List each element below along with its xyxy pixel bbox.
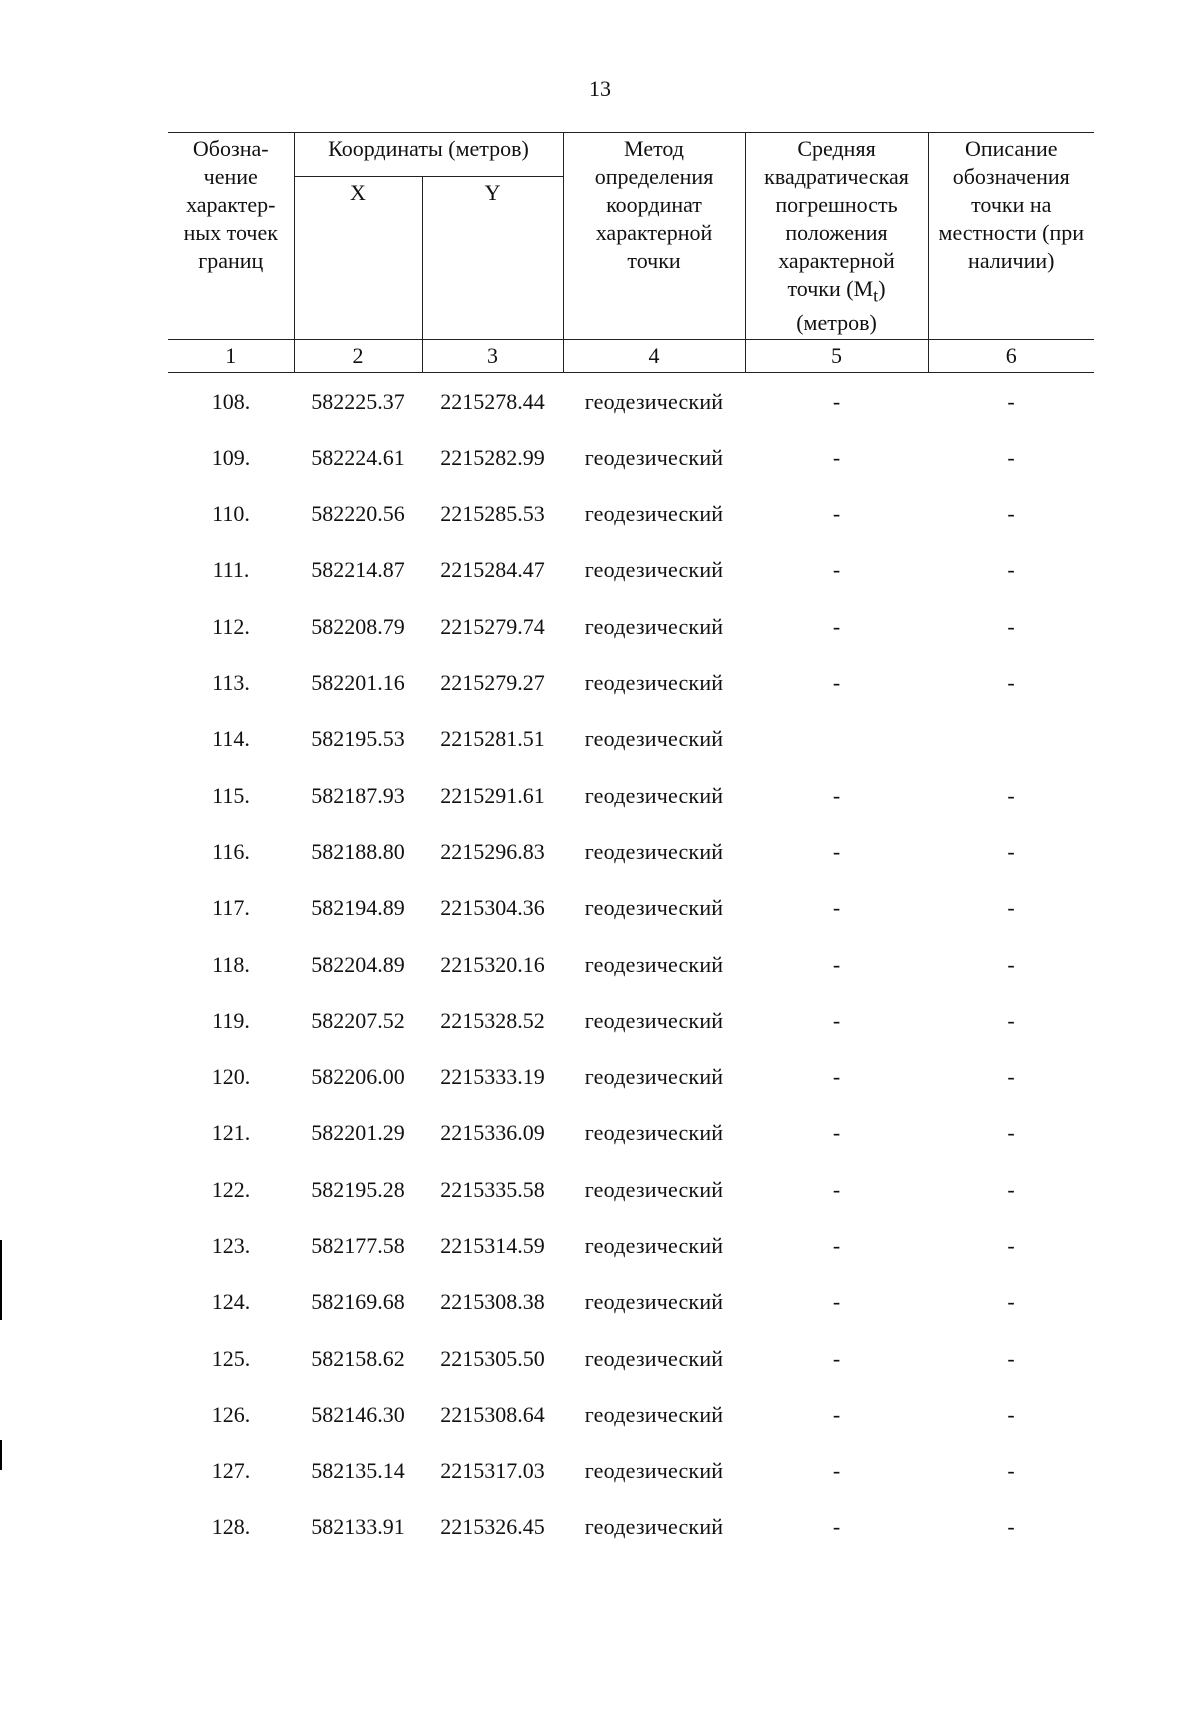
point-cell: 127. — [211, 1458, 251, 1484]
y-cell: 2215314.59 — [440, 1232, 545, 1258]
error-cell: - — [832, 1007, 841, 1033]
point-cell: 116. — [212, 838, 250, 864]
description-cell: - — [1007, 951, 1015, 977]
y-cell: 2215279.27 — [440, 670, 545, 696]
point-cell: 126. — [211, 1401, 251, 1427]
method-cell: геодезический — [584, 1345, 724, 1371]
error-cell: - — [832, 782, 841, 808]
scan-edge-mark-top — [0, 1240, 2, 1320]
point-cell: 114. — [212, 726, 250, 752]
point-cell: 121. — [211, 1120, 251, 1146]
table-row — [168, 767, 1094, 823]
method-cell: геодезический — [584, 613, 724, 639]
description-cell: - — [1007, 1458, 1015, 1484]
y-cell: 2215279.74 — [440, 613, 545, 639]
method-cell: геодезический — [584, 388, 724, 414]
error-cell: - — [832, 501, 841, 527]
table-row — [168, 1330, 1094, 1386]
method-cell: геодезический — [584, 444, 724, 470]
point-cell: 120. — [211, 1064, 251, 1090]
x-cell: 582204.89 — [311, 951, 405, 977]
method-cell: геодезический — [584, 782, 724, 808]
header-x: X — [294, 177, 422, 340]
table-row — [168, 824, 1094, 880]
y-cell: 2215278.44 — [440, 388, 545, 414]
x-cell: 582133.91 — [311, 1514, 405, 1540]
error-cell: - — [832, 557, 841, 583]
point-cell: 124. — [211, 1289, 251, 1315]
header-error-text: Средняя квадратическая погрешность положения характерной точки (M — [764, 136, 909, 301]
x-cell: 582225.37 — [311, 388, 405, 414]
header-error-end: ) (метров) — [796, 276, 886, 336]
point-cell: 111. — [212, 557, 250, 583]
description-cell: - — [1007, 444, 1015, 470]
table-row — [168, 880, 1094, 936]
table-row — [168, 1105, 1094, 1161]
point-cell: 108. — [211, 388, 251, 414]
y-cell: 2215328.52 — [440, 1007, 545, 1033]
table-row — [168, 599, 1094, 655]
description-cell: - — [1007, 838, 1015, 864]
column-number: 5 — [745, 340, 928, 373]
method-cell: геодезический — [584, 1064, 724, 1090]
point-cell: 125. — [211, 1345, 251, 1371]
method-cell: геодезический — [584, 895, 724, 921]
x-cell: 582207.52 — [311, 1007, 405, 1033]
column-numbers-row — [168, 340, 1094, 373]
error-cell: - — [832, 1120, 841, 1146]
point-cell: 113. — [212, 670, 250, 696]
column-number: 6 — [928, 340, 1094, 373]
y-cell: 2215285.53 — [440, 501, 545, 527]
page-number: 13 — [589, 76, 611, 101]
method-cell: геодезический — [584, 1176, 724, 1202]
description-cell: - — [1007, 895, 1015, 921]
x-cell: 582158.62 — [311, 1345, 405, 1371]
table-row — [168, 486, 1094, 542]
description-cell: - — [1007, 613, 1015, 639]
description-cell: - — [1007, 388, 1015, 414]
header-description: Описание обозначения точки на местности (при наличии) — [928, 133, 1094, 340]
error-cell: - — [832, 444, 841, 470]
error-cell: - — [832, 1458, 841, 1484]
error-cell: - — [832, 1176, 841, 1202]
error-cell: - — [832, 613, 841, 639]
error-cell: - — [832, 951, 841, 977]
description-cell — [928, 711, 1094, 767]
x-cell: 582224.61 — [311, 444, 405, 470]
point-cell: 117. — [212, 895, 250, 921]
table-row — [168, 373, 1094, 430]
scan-edge-mark-bottom — [0, 1440, 2, 1470]
error-cell: - — [832, 388, 841, 414]
point-cell: 118. — [212, 951, 250, 977]
x-cell: 582135.14 — [311, 1458, 405, 1484]
method-cell: геодезический — [584, 1289, 724, 1315]
x-cell: 582214.87 — [311, 557, 405, 583]
method-cell: геодезический — [584, 501, 724, 527]
error-cell: - — [832, 838, 841, 864]
method-cell: геодезический — [584, 1007, 724, 1033]
x-cell: 582206.00 — [311, 1064, 405, 1090]
header-error-subscript: t — [873, 285, 879, 306]
y-cell: 2215282.99 — [440, 444, 545, 470]
column-number: 1 — [168, 340, 294, 373]
table-row — [168, 1443, 1094, 1499]
x-cell: 582194.89 — [311, 895, 405, 921]
error-cell: - — [832, 1064, 841, 1090]
method-cell: геодезический — [584, 670, 724, 696]
y-cell: 2215281.51 — [440, 726, 545, 752]
method-cell: геодезический — [584, 1401, 724, 1427]
y-cell: 2215304.36 — [440, 895, 545, 921]
point-cell: 128. — [211, 1514, 251, 1540]
y-cell: 2215317.03 — [440, 1458, 545, 1484]
description-cell: - — [1007, 1345, 1015, 1371]
point-cell: 123. — [211, 1232, 251, 1258]
x-cell: 582177.58 — [311, 1232, 405, 1258]
y-cell: 2215326.45 — [440, 1514, 545, 1540]
header-method: Метод определения координат характерной точки — [563, 133, 745, 340]
error-cell — [745, 711, 928, 767]
description-cell: - — [1007, 1514, 1015, 1540]
y-cell: 2215320.16 — [440, 951, 545, 977]
method-cell: геодезический — [584, 1458, 724, 1484]
point-cell: 109. — [211, 444, 251, 470]
description-cell: - — [1007, 670, 1015, 696]
header-coordinates-group: Координаты (метров) — [294, 133, 563, 177]
column-number: 4 — [563, 340, 745, 373]
y-cell: 2215284.47 — [440, 557, 545, 583]
method-cell: геодезический — [584, 1120, 724, 1146]
point-cell: 115. — [212, 782, 250, 808]
y-cell: 2215335.58 — [440, 1176, 545, 1202]
y-cell: 2215296.83 — [440, 838, 545, 864]
error-cell: - — [832, 670, 841, 696]
description-cell: - — [1007, 501, 1015, 527]
point-cell: 112. — [212, 613, 250, 639]
method-cell: геодезический — [584, 1514, 724, 1540]
y-cell: 2215308.64 — [440, 1401, 545, 1427]
table-row — [168, 711, 1094, 767]
description-cell: - — [1007, 1007, 1015, 1033]
description-cell: - — [1007, 782, 1015, 808]
y-cell: 2215333.19 — [440, 1064, 545, 1090]
description-cell: - — [1007, 1401, 1015, 1427]
header-mean-square-error — [745, 133, 928, 340]
x-cell: 582195.28 — [311, 1176, 405, 1202]
table-row — [168, 936, 1094, 992]
table-row — [168, 430, 1094, 486]
error-cell: - — [832, 1232, 841, 1258]
column-number: 2 — [294, 340, 422, 373]
x-cell: 582169.68 — [311, 1289, 405, 1315]
method-cell: геодезический — [584, 726, 724, 752]
table-row — [168, 1162, 1094, 1218]
column-number: 3 — [422, 340, 563, 373]
table-row — [168, 993, 1094, 1049]
x-cell: 582208.79 — [311, 613, 405, 639]
error-cell: - — [832, 1345, 841, 1371]
x-cell: 582220.56 — [311, 501, 405, 527]
description-cell: - — [1007, 1064, 1015, 1090]
table-row — [168, 1274, 1094, 1330]
table-row — [168, 1218, 1094, 1274]
error-cell: - — [832, 1514, 841, 1540]
error-cell: - — [832, 1401, 841, 1427]
header-point-designation: Обозна- чение характер- ных точек границ — [168, 133, 294, 340]
table-row — [168, 1499, 1094, 1555]
method-cell: геодезический — [584, 1232, 724, 1258]
header-y: Y — [422, 177, 563, 340]
method-cell: геодезический — [584, 838, 724, 864]
description-cell: - — [1007, 1176, 1015, 1202]
y-cell: 2215291.61 — [440, 782, 545, 808]
error-cell: - — [832, 1289, 841, 1315]
x-cell: 582146.30 — [311, 1401, 405, 1427]
description-cell: - — [1007, 1232, 1015, 1258]
description-cell: - — [1007, 557, 1015, 583]
x-cell: 582188.80 — [311, 838, 405, 864]
y-cell: 2215336.09 — [440, 1120, 545, 1146]
table-body — [168, 373, 1094, 1556]
table-row — [168, 1049, 1094, 1105]
point-cell: 122. — [211, 1176, 251, 1202]
y-cell: 2215308.38 — [440, 1289, 545, 1315]
description-cell: - — [1007, 1289, 1015, 1315]
description-cell: - — [1007, 1120, 1015, 1146]
table-row — [168, 655, 1094, 711]
point-cell: 110. — [212, 501, 250, 527]
x-cell: 582201.16 — [311, 670, 405, 696]
x-cell: 582201.29 — [311, 1120, 405, 1146]
x-cell: 582195.53 — [311, 726, 405, 752]
coordinates-table — [168, 132, 1094, 1556]
error-cell: - — [832, 895, 841, 921]
method-cell: геодезический — [584, 557, 724, 583]
y-cell: 2215305.50 — [440, 1345, 545, 1371]
method-cell: геодезический — [584, 951, 724, 977]
x-cell: 582187.93 — [311, 782, 405, 808]
point-cell: 119. — [212, 1007, 250, 1033]
table-row — [168, 542, 1094, 598]
table-row — [168, 1387, 1094, 1443]
